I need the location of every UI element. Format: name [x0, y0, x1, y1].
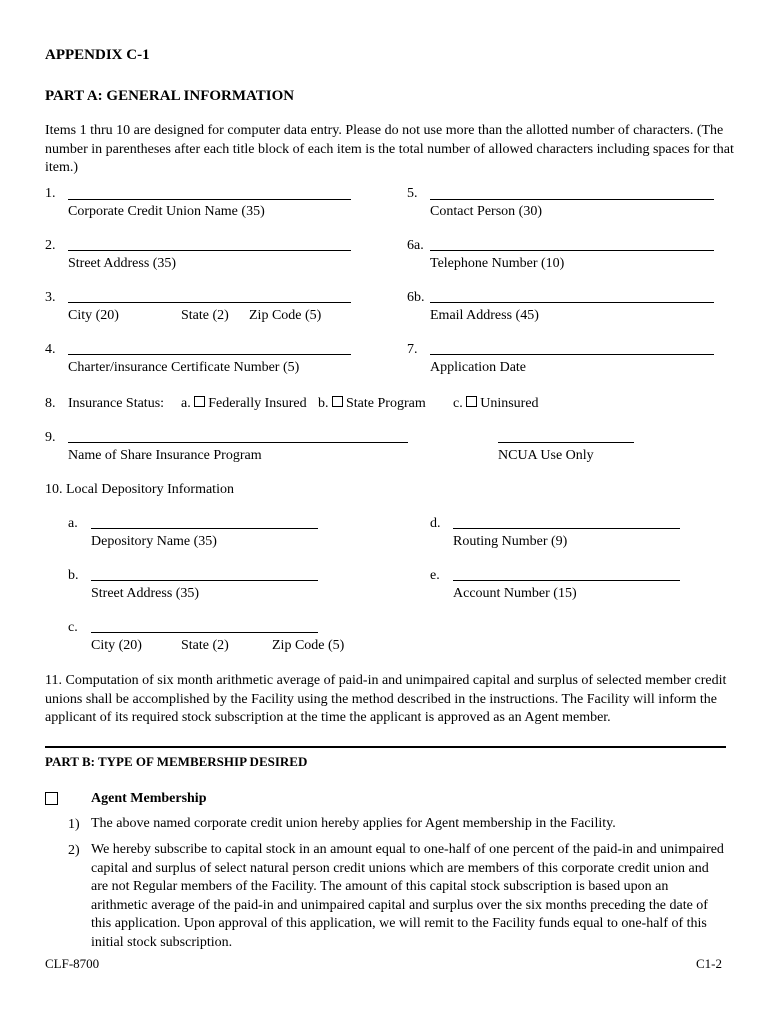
field-4-number: 4. — [45, 342, 56, 357]
insurance-option-state-program[interactable] — [318, 395, 426, 412]
ncua-use-only-label: NCUA Use Only — [498, 448, 594, 463]
depository-zip-label: Zip Code (5) — [272, 638, 345, 653]
form-id: CLF-8700 — [45, 956, 100, 971]
field-11-paragraph: 11. Computation of six month arithmetic average of paid-in and unimpaired capital and surplus of selected member credit unions shall be accomplished by the Facility using the method described in the instructions. The Facility will inform the applicant of its required stock subscription at the time the applicant is approved as an Agent member. — [45, 673, 727, 725]
field-2-number: 2. — [45, 238, 56, 253]
field-5-input-line[interactable] — [430, 199, 714, 200]
field-1-number: 1. — [45, 186, 56, 201]
depository-name-input-line[interactable] — [91, 528, 318, 529]
uninsured-label: Uninsured — [480, 396, 539, 411]
field-1-input-line[interactable] — [68, 199, 351, 200]
field-4-input-line[interactable] — [68, 354, 351, 355]
state-program-checkbox[interactable] — [332, 396, 343, 407]
field-8-number: 8. — [45, 396, 56, 411]
field-10-title: 10. Local Depository Information — [45, 482, 234, 497]
federally-insured-checkbox[interactable] — [194, 396, 205, 407]
field-9-label: Name of Share Insurance Program — [68, 448, 262, 463]
insurance-option-federally-insured[interactable] — [181, 395, 307, 412]
federally-insured-label: Federally Insured — [208, 396, 307, 411]
part-b-item-2-number: 2) — [68, 843, 80, 858]
depository-city-label: City (20) — [91, 638, 142, 653]
field-1-label: Corporate Credit Union Name (35) — [68, 204, 265, 219]
field-3-state-label: State (2) — [181, 308, 229, 323]
insurance-status-label: Insurance Status: — [68, 396, 165, 411]
part-a-title: PART A: GENERAL INFORMATION — [45, 88, 295, 104]
account-number-input-line[interactable] — [453, 580, 680, 581]
field-10a-letter: a. — [68, 516, 78, 531]
routing-number-label: Routing Number (9) — [453, 534, 568, 549]
field-6a-input-line[interactable] — [430, 250, 714, 251]
field-10b-letter: b. — [68, 568, 79, 583]
field-2-input-line[interactable] — [68, 250, 351, 251]
agent-membership-checkbox[interactable] — [45, 792, 58, 805]
field-5-number: 5. — [407, 186, 418, 201]
field-6b-number: 6b. — [407, 290, 425, 305]
intro-paragraph: Items 1 thru 10 are designed for computer data entry. Please do not use more than the allotted number of characters. (The number in parentheses after each title block of each item is the total number of allowed characters including spaces for that item.) — [45, 123, 734, 175]
account-number-label: Account Number (15) — [453, 586, 577, 601]
field-6a-number: 6a. — [407, 238, 424, 253]
depository-name-label: Depository Name (35) — [91, 534, 217, 549]
routing-number-input-line[interactable] — [453, 528, 680, 529]
part-b-title: PART B: TYPE OF MEMBERSHIP DESIRED — [45, 754, 308, 769]
field-9-input-line[interactable] — [68, 442, 408, 443]
field-10d-letter: d. — [430, 516, 441, 531]
field-7-number: 7. — [407, 342, 418, 357]
field-10c-letter: c. — [68, 620, 78, 635]
part-b-divider — [45, 746, 726, 748]
field-4-label: Charter/insurance Certificate Number (5) — [68, 360, 300, 375]
page-number: C1-2 — [696, 956, 722, 971]
option-b-letter: b. — [318, 396, 329, 411]
field-5-label: Contact Person (30) — [430, 204, 542, 219]
option-c-letter: c. — [453, 396, 463, 411]
field-6b-label: Email Address (45) — [430, 308, 539, 323]
state-program-label: State Program — [346, 396, 426, 411]
field-2-label: Street Address (35) — [68, 256, 177, 271]
part-b-item-1-number: 1) — [68, 817, 80, 832]
field-10e-letter: e. — [430, 568, 440, 583]
option-a-letter: a. — [181, 396, 191, 411]
field-7-input-line[interactable] — [430, 354, 714, 355]
uninsured-checkbox[interactable] — [466, 396, 477, 407]
depository-city-input-line[interactable] — [91, 632, 318, 633]
field-9-number: 9. — [45, 430, 56, 445]
depository-state-label: State (2) — [181, 638, 229, 653]
part-b-item-1-text: The above named corporate credit union hereby applies for Agent membership in the Facility. — [91, 816, 616, 831]
field-3-city-label: City (20) — [68, 308, 119, 323]
depository-street-input-line[interactable] — [91, 580, 318, 581]
field-6b-input-line[interactable] — [430, 302, 714, 303]
agent-membership-label: Agent Membership — [91, 791, 207, 806]
field-3-input-line[interactable] — [68, 302, 351, 303]
appendix-title: APPENDIX C-1 — [45, 47, 150, 63]
insurance-option-uninsured[interactable] — [453, 395, 539, 412]
field-3-number: 3. — [45, 290, 56, 305]
field-3-zip-label: Zip Code (5) — [249, 308, 322, 323]
field-6a-label: Telephone Number (10) — [430, 256, 565, 271]
depository-street-label: Street Address (35) — [91, 586, 200, 601]
part-b-item-2-text: We hereby subscribe to capital stock in an amount equal to one-half of one percent of the paid-in and unimpaired capital and surplus of select natural person credit unions which are members of this corporate credit union and are not Regular members of the Facility. The amount of this capital stock subscription is based upon an arithmetic average of the paid-in and unimpaired capital and surplus over the six months preceding the date of this application. Upon approval of this application, we will remit to the Facility funds equal to one-half of this initial stock subscription. — [91, 842, 724, 950]
ncua-use-line — [498, 442, 634, 443]
field-7-label: Application Date — [430, 360, 527, 375]
